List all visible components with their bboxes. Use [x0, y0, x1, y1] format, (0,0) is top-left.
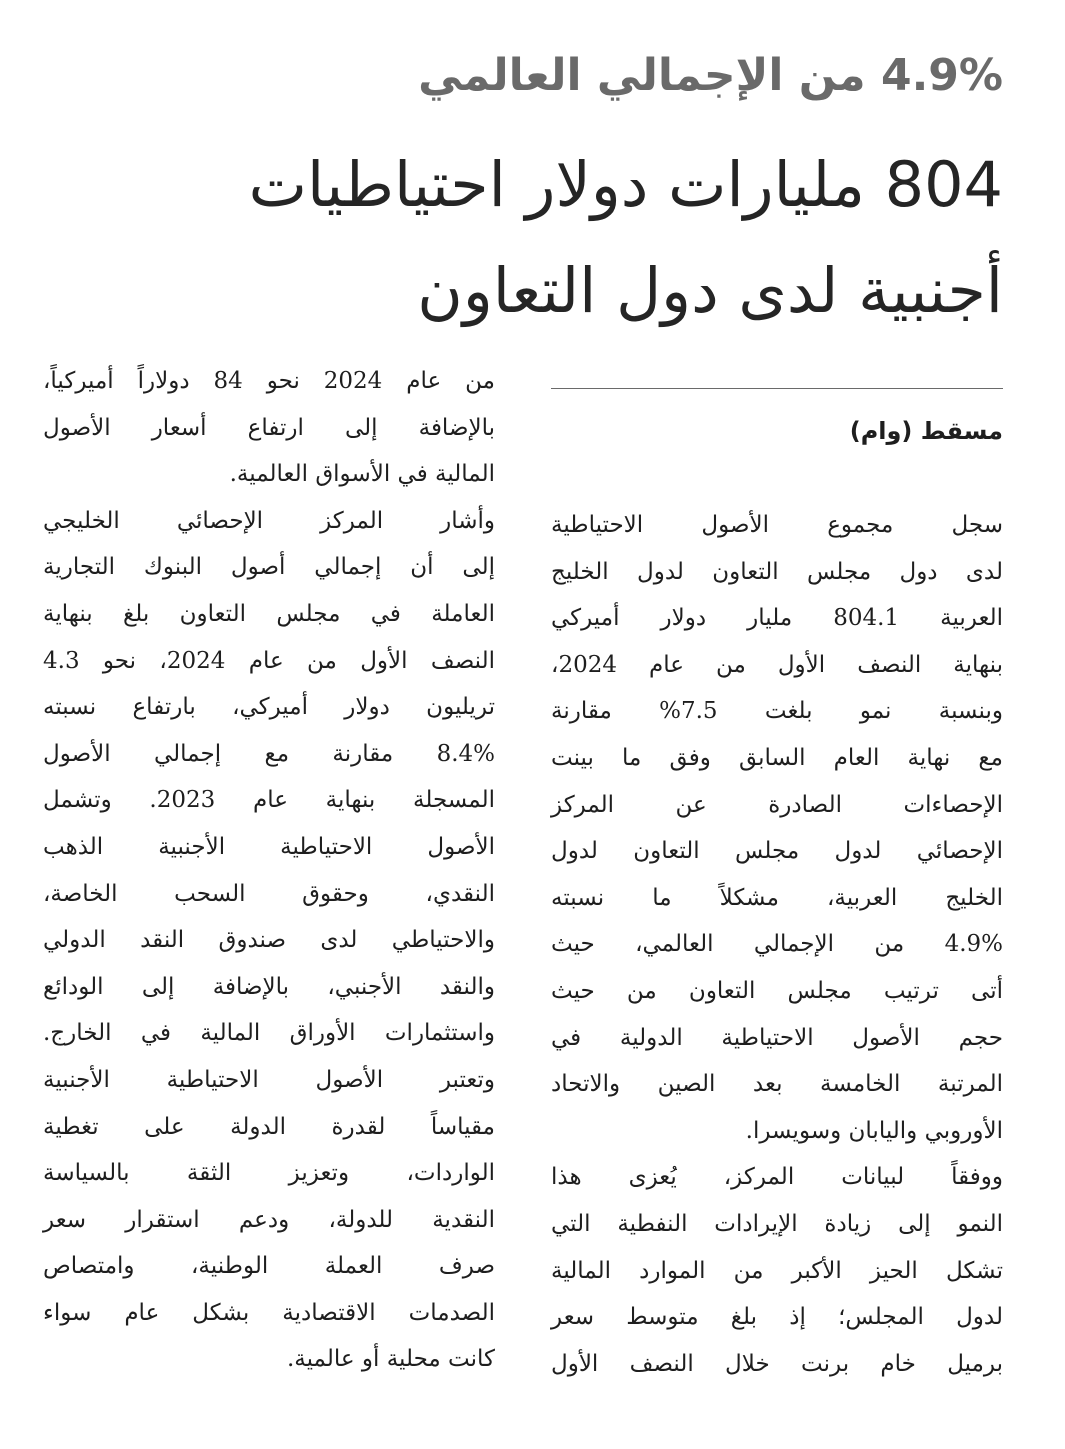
- body-line: الإحصاءات الصادرة عن المركز: [551, 791, 1003, 818]
- body-line: النصف الأول من عام 2024، نحو 4.3: [43, 647, 495, 674]
- body-line: كانت محلية أو عالمية.: [286, 1346, 495, 1373]
- body-line: سجل مجموع الأصول الاحتياطية: [551, 512, 1003, 538]
- headline-line: 804 مليارات دولار احتياطيات: [248, 148, 1003, 221]
- body-line: تريليون دولار أميركي، بارتفاع نسبته: [43, 694, 495, 721]
- body-line: تشكل الحيز الأكبر من الموارد المالية: [551, 1257, 1003, 1284]
- body-line: لدى دول مجلس التعاون لدول الخليج: [551, 558, 1003, 585]
- body-line: أتى ترتيب مجلس التعاون من حيث: [551, 977, 1003, 1004]
- body-line: الصدمات الاقتصادية بشكل عام سواء: [43, 1299, 495, 1326]
- article-headline: [63, 132, 1003, 344]
- body-line: بنهاية النصف الأول من عام 2024،: [551, 651, 1003, 678]
- headline-line: أجنبية لدى دول التعاون: [417, 254, 1003, 327]
- body-line: لدول المجلس؛ إذ بلغ متوسط سعر: [551, 1304, 1003, 1331]
- body-line: وأشار المركز الإحصائي الخليجي: [43, 507, 495, 534]
- body-line: 8.4% مقارنة مع إجمالي الأصول: [43, 740, 495, 767]
- body-line: الأصول الاحتياطية الأجنبية الذهب: [43, 833, 495, 860]
- article-column-left: [43, 358, 495, 1383]
- body-line: حجم الأصول الاحتياطية الدولية في: [551, 1024, 1003, 1051]
- body-line: المسجلة بنهاية عام 2023. وتشمل: [43, 787, 496, 814]
- body-line: النقدية للدولة، ودعم استقرار سعر: [43, 1206, 495, 1233]
- body-line: الواردات، وتعزيز الثقة بالسياسة: [43, 1160, 495, 1187]
- body-line: العاملة في مجلس التعاون بلغ بنهاية: [43, 600, 495, 627]
- body-line: النقدي، وحقوق السحب الخاصة،: [43, 880, 495, 907]
- body-line: وبنسبة نمو بلغت 7.5% مقارنة: [551, 698, 1003, 725]
- article-column-right: [551, 502, 1003, 1387]
- body-line: بالإضافة إلى ارتفاع أسعار الأصول: [43, 414, 495, 441]
- body-line: العربية 804.1 مليار دولار أميركي: [551, 605, 1003, 632]
- body-line: واستثمارات الأوراق المالية في الخارج.: [43, 1020, 495, 1047]
- body-line: إلى أن إجمالي أصول البنوك التجارية: [43, 554, 495, 581]
- article-kicker: 4.9% من الإجمالي العالمي: [418, 50, 1003, 101]
- body-line: صرف العملة الوطنية، وامتصاص: [43, 1253, 495, 1280]
- body-line: والنقد الأجنبي، بالإضافة إلى الودائع: [43, 973, 495, 1000]
- body-line: ووفقاً لبيانات المركز، يُعزى هذا: [551, 1164, 1003, 1191]
- body-line: مقياساً لقدرة الدولة على تغطية: [43, 1113, 495, 1140]
- body-line: المرتبة الخامسة بعد الصين والاتحاد: [551, 1071, 1003, 1098]
- body-line: برميل خام برنت خلال النصف الأول: [551, 1350, 1003, 1377]
- body-line: النمو إلى زيادة الإيرادات النفطية التي: [551, 1210, 1003, 1237]
- body-line: المالية في الأسواق العالمية.: [229, 461, 495, 488]
- body-line: 4.9% من الإجمالي العالمي، حيث: [551, 931, 1003, 958]
- dateline-divider: [551, 388, 1003, 389]
- body-line: مع نهاية العام السابق وفق ما بينت: [551, 744, 1003, 771]
- body-line: وتعتبر الأصول الاحتياطية الأجنبية: [43, 1066, 495, 1093]
- body-line: والاحتياطي لدى صندوق النقد الدولي: [43, 927, 495, 954]
- body-line: الإحصائي لدول مجلس التعاون لدول: [551, 838, 1003, 865]
- body-line: من عام 2024 نحو 84 دولاراً أميركياً،: [43, 368, 495, 394]
- body-line: الأوروبي واليابان وسويسرا.: [745, 1117, 1003, 1144]
- body-line: الخليج العربية، مشكلاً ما نسبته: [551, 884, 1003, 911]
- article-dateline: مسقط (وام): [849, 417, 1003, 445]
